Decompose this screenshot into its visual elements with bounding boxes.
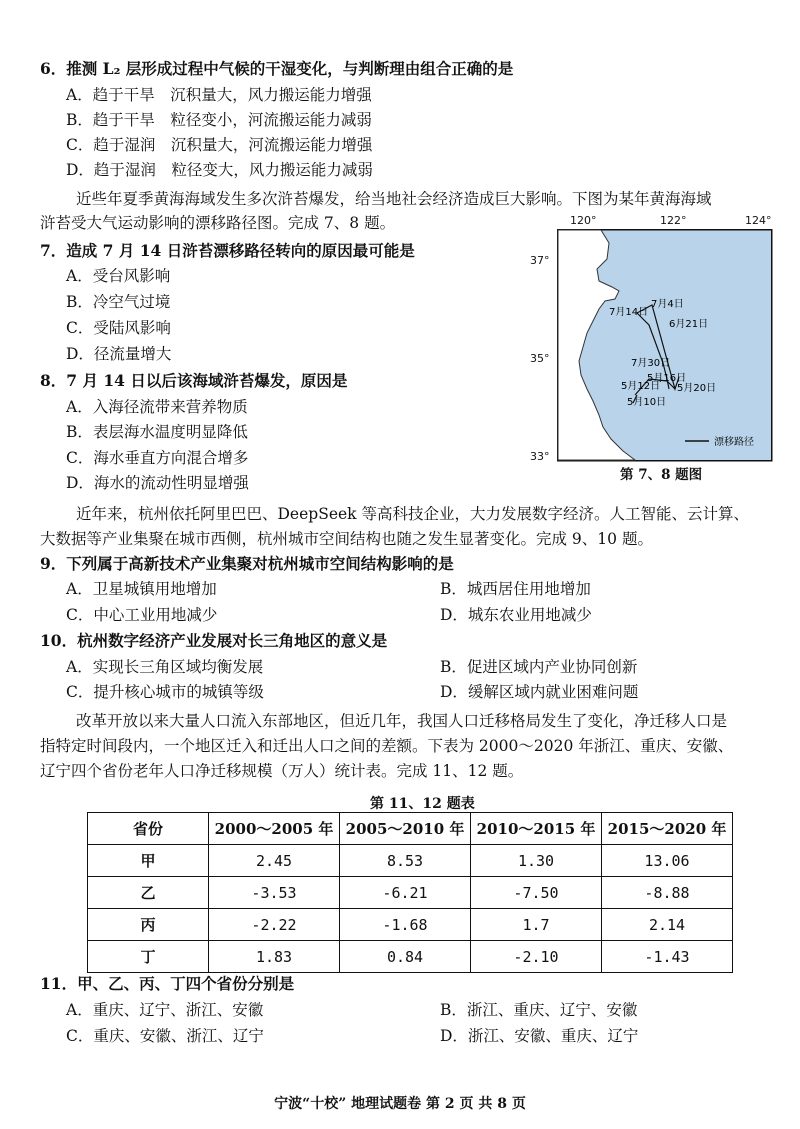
- q10-option-d: D．缓解区域内就业困难问题: [440, 683, 639, 701]
- q9-option-a: A．卫星城镇用地增加: [66, 580, 217, 598]
- q9-option-b: B．城西居住用地增加: [440, 580, 591, 598]
- q8-stem: 8．7 月 14 日以后该海域浒苔爆发，原因是: [40, 371, 348, 390]
- cell-value: 1.83: [209, 941, 340, 973]
- q6-option-d: D．趋于湿润 粒径变大，风力搬运能力减弱: [66, 161, 373, 179]
- lat-label-35: 35°: [530, 352, 550, 365]
- header-2005-2010: 2005～2010 年: [340, 813, 471, 845]
- q7-stem: 7．造成 7 月 14 日浒苔漂移路径转向的原因最可能是: [40, 241, 415, 260]
- lon-label-120: 120°: [570, 214, 597, 227]
- date-label-jun21: 6月21日: [669, 319, 709, 330]
- q7-option-a: A．受台风影响: [66, 267, 171, 285]
- table-header-row: [88, 813, 733, 845]
- cell-province: 丁: [88, 941, 209, 973]
- cell-value: -8.88: [602, 877, 733, 909]
- q10-option-a: A．实现长三角区域均衡发展: [66, 658, 264, 676]
- q8-option-c: C．海水垂直方向混合增多: [66, 449, 249, 467]
- cell-value: 1.30: [471, 845, 602, 877]
- cell-value: -2.22: [209, 909, 340, 941]
- cell-value: -6.21: [340, 877, 471, 909]
- cell-value: -1.43: [602, 941, 733, 973]
- cell-province: 乙: [88, 877, 209, 909]
- q6-option-a: A．趋于干旱 沉积量大，风力搬运能力增强: [66, 86, 372, 104]
- q8-option-b: B．表层海水温度明显降低: [66, 423, 248, 441]
- cell-value: 13.06: [602, 845, 733, 877]
- map-caption: 第 7、8 题图: [620, 467, 703, 483]
- cell-value: -1.68: [340, 909, 471, 941]
- q9-option-c: C．中心工业用地减少: [66, 606, 218, 624]
- table-row: [88, 845, 733, 877]
- q10-option-c: C．提升核心城市的城镇等级: [66, 683, 264, 701]
- intro-910-line1: 近年来，杭州依托阿里巴巴、DeepSeek 等高科技企业，大力发展数字经济。人工智能、云计算、: [76, 505, 749, 523]
- date-label-may12: 5月12日: [621, 381, 661, 392]
- lon-label-124: 124°: [745, 214, 772, 227]
- header-2000-2005: 2000～2005 年: [209, 813, 340, 845]
- legend-label: 漂移路径: [714, 437, 754, 448]
- table-row: [88, 877, 733, 909]
- date-label-jul14: 7月14日: [609, 307, 649, 318]
- q9-stem: 9．下列属于高新技术产业集聚对杭州城市空间结构影响的是: [40, 554, 454, 573]
- date-label-jul30: 7月30日: [631, 358, 671, 369]
- lon-label-122: 122°: [660, 214, 687, 227]
- intro-78-line1: 近些年夏季黄海海域发生多次浒苔爆发，给当地社会经济造成巨大影响。下图为某年黄海海域: [76, 190, 712, 208]
- map-svg: [557, 229, 773, 462]
- header-2015-2020: 2015～2020 年: [602, 813, 733, 845]
- q11-option-b: B．浙江、重庆、辽宁、安徽: [440, 1001, 638, 1019]
- q6-option-b: B．趋于干旱 粒径变小，河流搬运能力减弱: [66, 111, 372, 129]
- q6-option-c: C．趋于湿润 沉积量大，河流搬运能力增强: [66, 136, 373, 154]
- cell-value: 2.14: [602, 909, 733, 941]
- q10-stem: 10．杭州数字经济产业发展对长三角地区的意义是: [40, 631, 388, 650]
- table-row: [88, 941, 733, 973]
- table-row: [88, 909, 733, 941]
- date-label-jul4: 7月4日: [651, 299, 684, 310]
- q11-option-a: A．重庆、辽宁、浙江、安徽: [66, 1001, 264, 1019]
- q11-option-d: D．浙江、安徽、重庆、辽宁: [440, 1027, 639, 1045]
- q7-option-b: B．冷空气过境: [66, 293, 171, 311]
- lat-label-37: 37°: [530, 254, 550, 267]
- date-label-may10: 5月10日: [627, 397, 667, 408]
- cell-value: 1.7: [471, 909, 602, 941]
- intro-1112-line2: 指特定时间段内，一个地区迁入和迁出人口之间的差额。下表为 2000～2020 年浙江、重庆、安徽、: [40, 737, 734, 755]
- q7-option-d: D．径流量增大: [66, 345, 172, 363]
- q8-option-a: A．入海径流带来营养物质: [66, 398, 248, 416]
- intro-1112-line1: 改革开放以来大量人口流入东部地区，但近几年，我国人口迁移格局发生了变化，净迁移人口是: [76, 712, 728, 730]
- intro-78-line2: 浒苔受大气运动影响的漂移路径图。完成 7、8 题。: [40, 214, 396, 232]
- cell-province: 丙: [88, 909, 209, 941]
- page-footer: 宁波“十校” 地理试题卷 第 2 页 共 8 页: [274, 1096, 526, 1112]
- lat-label-33: 33°: [530, 450, 550, 463]
- q8-option-d: D．海水的流动性明显增强: [66, 474, 249, 492]
- q10-option-b: B．促进区域内产业协同创新: [440, 658, 638, 676]
- date-label-may16: 5月16日: [647, 373, 687, 384]
- cell-value: -2.10: [471, 941, 602, 973]
- q7-option-c: C．受陆风影响: [66, 319, 171, 337]
- cell-value: 2.45: [209, 845, 340, 877]
- header-province: 省份: [88, 813, 209, 845]
- intro-1112-line3: 辽宁四个省份老年人口净迁移规模（万人）统计表。完成 11、12 题。: [40, 762, 524, 780]
- table-title: 第 11、12 题表: [370, 796, 475, 812]
- q11-option-c: C．重庆、安徽、浙江、辽宁: [66, 1027, 264, 1045]
- q6-stem: 6．推测 L₂ 层形成过程中气候的干湿变化，与判断理由组合正确的是: [40, 59, 514, 78]
- date-label-may20: 5月20日: [677, 383, 717, 394]
- cell-province: 甲: [88, 845, 209, 877]
- cell-value: 8.53: [340, 845, 471, 877]
- intro-910-line2: 大数据等产业集聚在城市西侧，杭州城市空间结构也随之发生显著变化。完成 9、10 题。: [40, 530, 653, 548]
- q9-option-d: D．城东农业用地减少: [440, 606, 592, 624]
- q11-stem: 11．甲、乙、丙、丁四个省份分别是: [40, 974, 295, 993]
- header-2010-2015: 2010～2015 年: [471, 813, 602, 845]
- cell-value: -3.53: [209, 877, 340, 909]
- cell-value: 0.84: [340, 941, 471, 973]
- migration-table: [87, 812, 733, 973]
- cell-value: -7.50: [471, 877, 602, 909]
